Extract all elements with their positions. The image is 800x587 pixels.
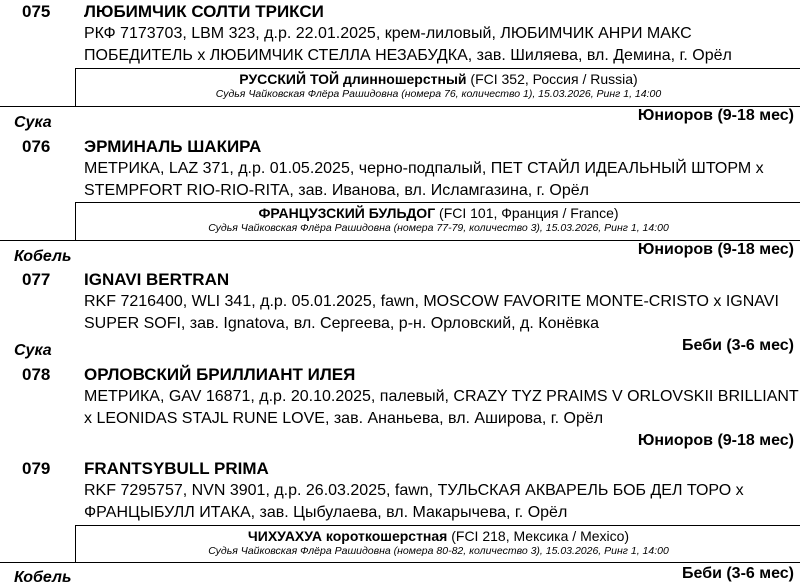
class-label: Беби (3-6 мес) — [682, 565, 794, 582]
dog-details-line: SUPER SOFI, зав. Ignatova, вл. Сергеева, р-н. Орловский, д. Конёвка — [84, 315, 599, 332]
dog-name: ЭРМИНАЛЬ ШАКИРА — [84, 137, 262, 156]
judge-info: Судья Чайковская Флёра Рашидовна (номера 77-79, количество 3), 15.03.2026, Ринг 1, 14:00 — [208, 222, 669, 234]
dog-details-line: ФРАНЦЫБУЛЛ ИТАКА, зав. Цыбулаева, вл. Макарычева, г. Орёл — [84, 504, 568, 521]
entry-number: 078 — [22, 365, 51, 384]
dog-name: ЛЮБИМЧИК СОЛТИ ТРИКСИ — [84, 2, 324, 21]
breed-header — [75, 202, 800, 241]
breed-name: РУССКИЙ ТОЙ длинношерстный — [239, 71, 467, 87]
dog-name: FRANTSYBULL PRIMA — [84, 459, 269, 478]
dog-details-line: х LEONIDAS STAJL RUNE LOVE, зав. Ананьева, вл. Аширова, г. Орёл — [84, 410, 604, 427]
breed-fci: (FCI 101, Франция / France) — [435, 205, 619, 221]
breed-fci: (FCI 352, Россия / Russia) — [466, 71, 638, 87]
sex-label: Сука — [14, 114, 52, 131]
dog-details-line: МЕТРИКА, LAZ 371, д.р. 01.05.2025, черно-подпалый, ПЕТ СТАЙЛ ИДЕАЛЬНЫЙ ШТОРМ х — [84, 160, 764, 177]
entry-number: 076 — [22, 137, 51, 156]
entry-number: 077 — [22, 270, 51, 289]
class-label: Юниоров (9-18 мес) — [637, 241, 794, 258]
breed-title-line — [76, 528, 800, 545]
dog-details-line: МЕТРИКА, GAV 16871, д.р. 20.10.2025, палевый, CRAZY TYZ PRAIMS V ORLOVSKII BRILLIANT — [84, 388, 799, 405]
judge-info: Судья Чайковская Флёра Рашидовна (номера 76, количество 1), 15.03.2026, Ринг 1, 14:00 — [215, 88, 662, 100]
sex-label: Сука — [14, 342, 52, 359]
breed-header — [75, 68, 800, 107]
breed-name: ЧИХУАХУА короткошерстная — [247, 528, 448, 544]
dog-details-line: RKF 7216400, WLI 341, д.р. 05.01.2025, fawn, MOSCOW FAVORITE MONTE-CRISTO х IGNAVI — [84, 293, 779, 310]
sex-label: Кобель — [14, 569, 72, 586]
dog-name: IGNAVI BERTRAN — [84, 270, 230, 289]
breed-fci: (FCI 218, Мексика / Mexico) — [447, 528, 630, 544]
breed-title-line — [76, 205, 800, 222]
dog-details-line: ПОБЕДИТЕЛЬ х ЛЮБИМЧИК СТЕЛЛА НЕЗАБУДКА, зав. Шиляева, вл. Демина, г. Орёл — [84, 47, 732, 64]
entry-number: 079 — [22, 459, 51, 478]
dog-name: ОРЛОВСКИЙ БРИЛЛИАНТ ИЛЕЯ — [84, 365, 356, 384]
class-label: Юниоров (9-18 мес) — [637, 432, 794, 449]
sex-label: Кобель — [14, 248, 72, 265]
judge-info: Судья Чайковская Флёра Рашидовна (номера 80-82, количество 3), 15.03.2026, Ринг 1, 14:00 — [208, 545, 669, 557]
entry-number: 075 — [22, 2, 51, 21]
breed-header — [75, 525, 800, 563]
breed-title-line — [76, 71, 800, 88]
dog-details-line: RKF 7295757, NVN 3901, д.р. 26.03.2025, fawn, ТУЛЬСКАЯ АКВАРЕЛЬ БОБ ДЕЛ ТОРО х — [84, 482, 744, 499]
class-label: Беби (3-6 мес) — [682, 337, 794, 354]
class-label: Юниоров (9-18 мес) — [637, 107, 794, 124]
divider — [0, 562, 800, 563]
breed-name: ФРАНЦУЗСКИЙ БУЛЬДОГ — [258, 205, 436, 221]
dog-details-line: РКФ 7173703, LBM 323, д.р. 22.01.2025, крем-лиловый, ЛЮБИМЧИК АНРИ МАКС — [84, 25, 692, 42]
dog-details-line: STEMPFORT RIO-RIO-RITA, зав. Иванова, вл. Исламгазина, г. Орёл — [84, 182, 589, 199]
